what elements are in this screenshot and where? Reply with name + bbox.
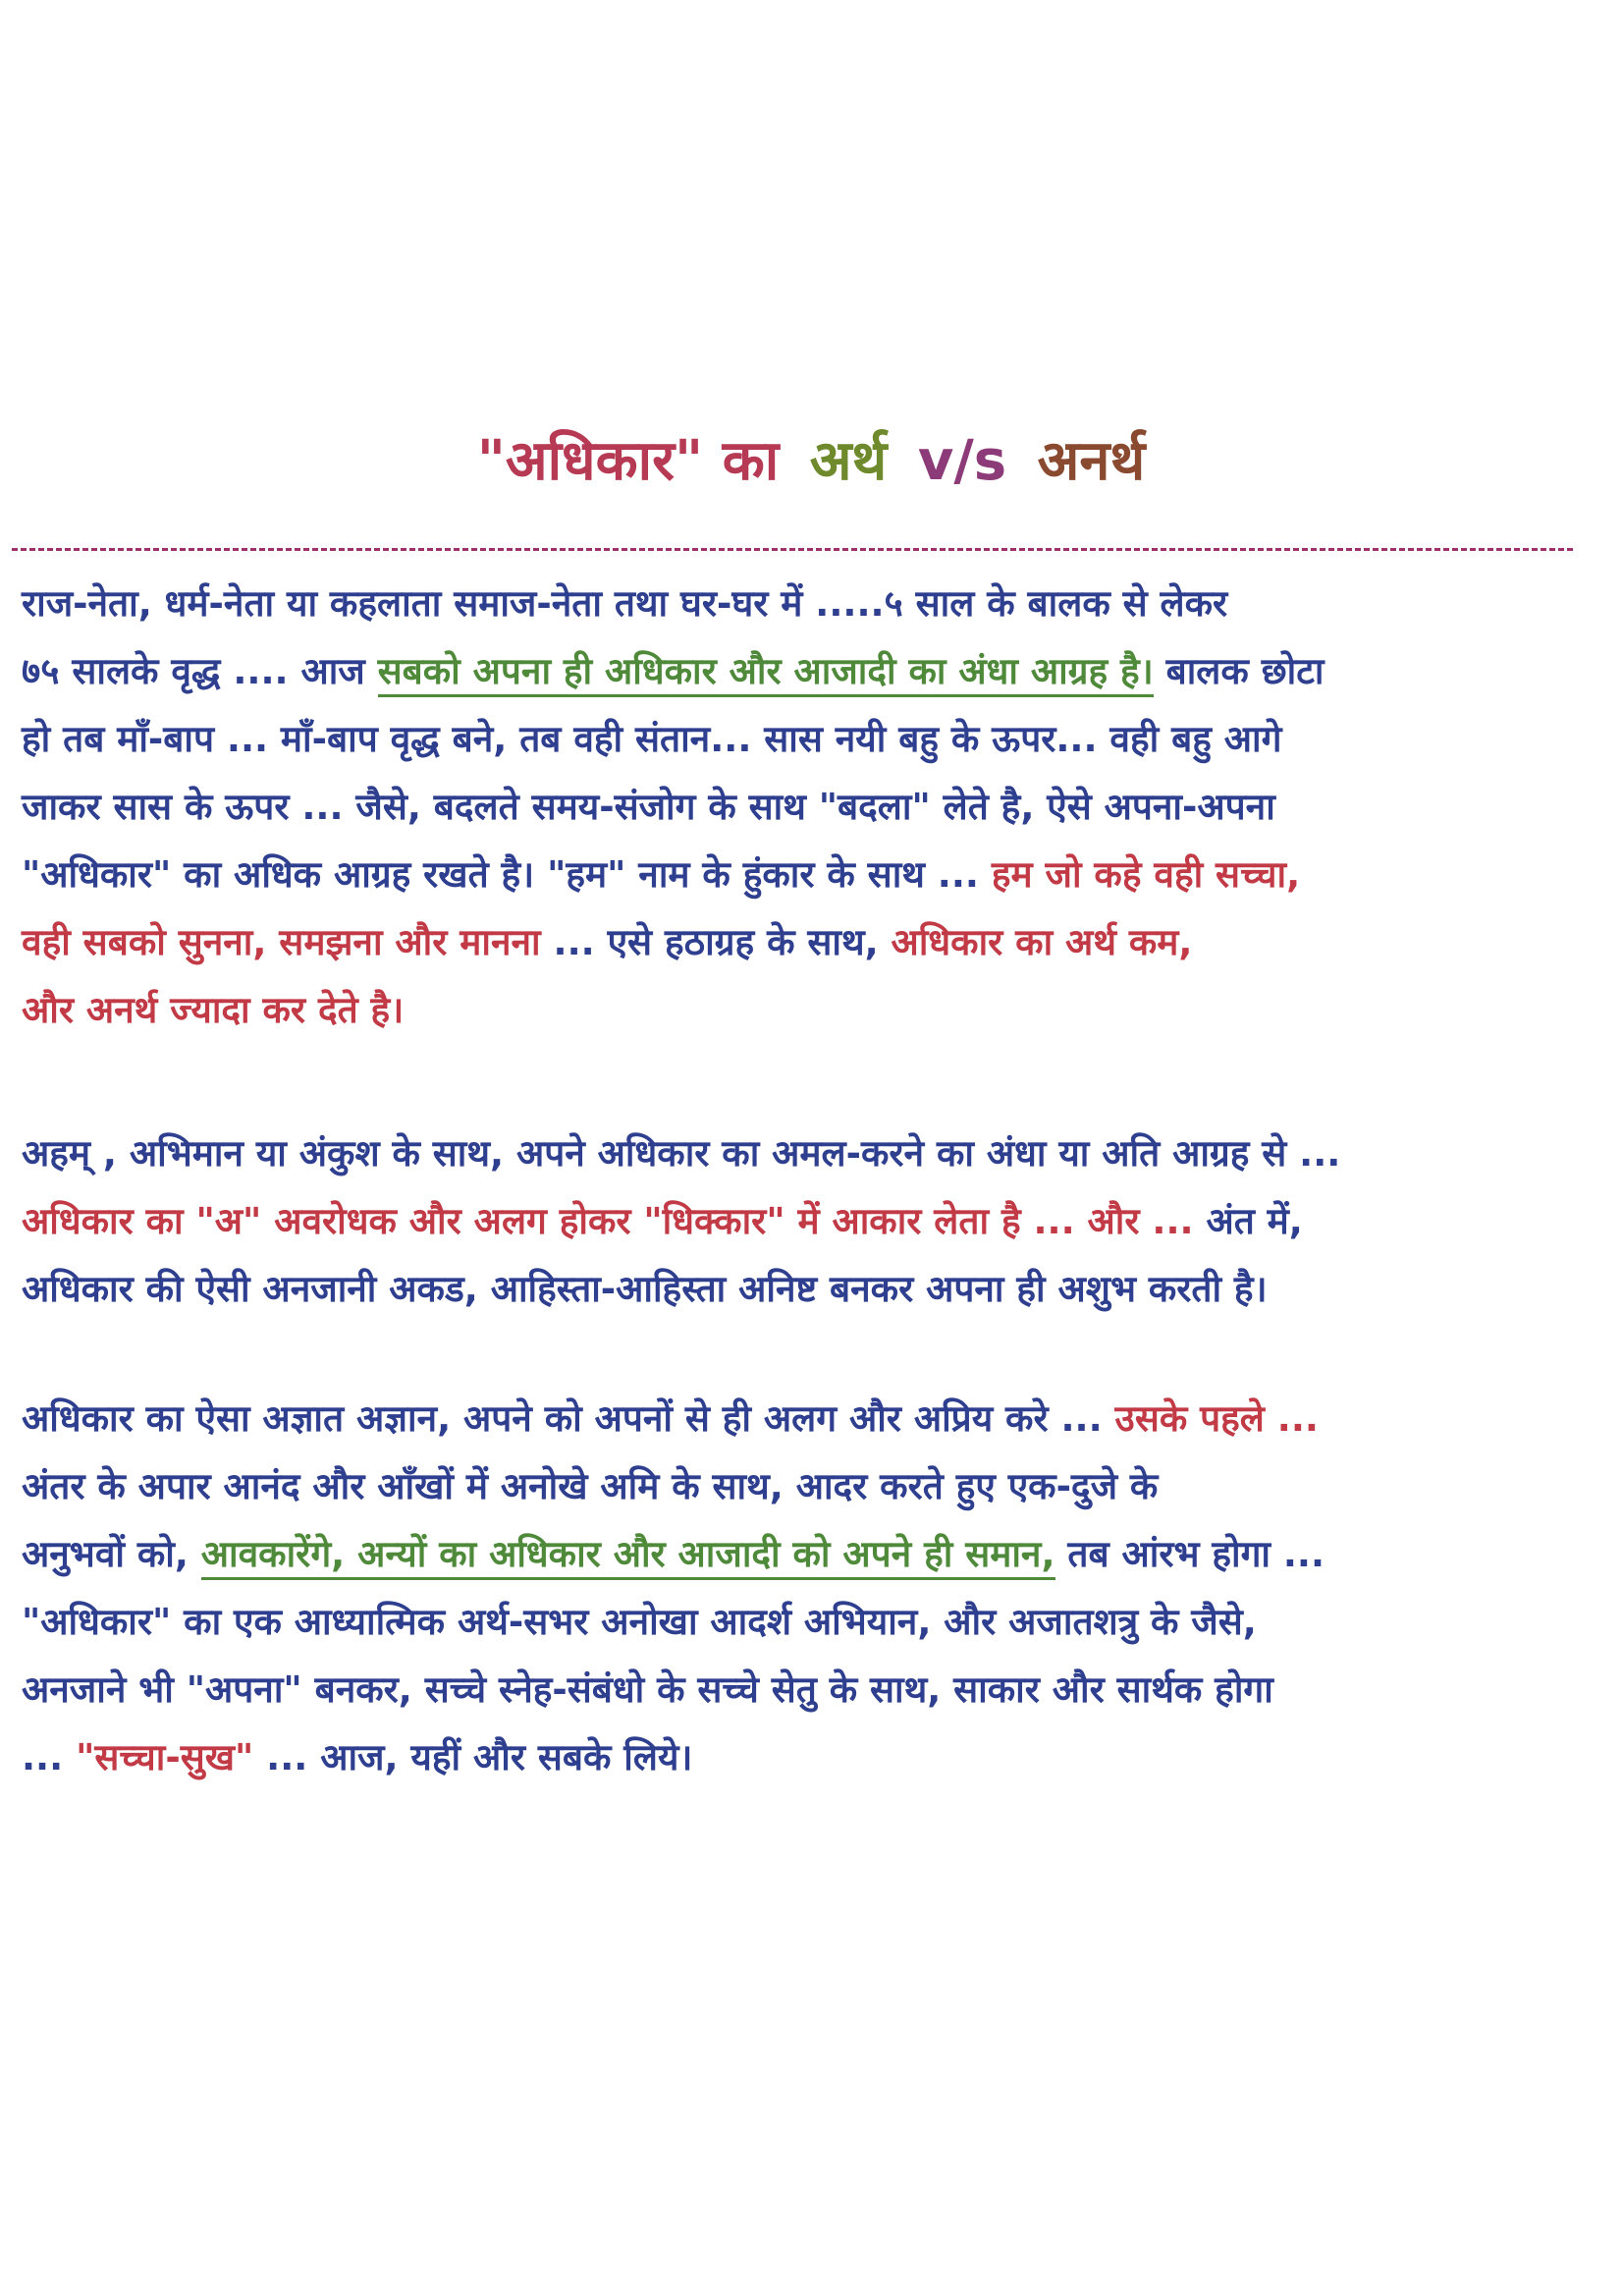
text-line	[22, 1255, 1602, 1323]
title-part-3: v/s	[917, 429, 1007, 493]
text-segment: अधिकार का "अ" अवरोधक और अलग होकर "धिक्कार" में आकार लेता है ... और ...	[22, 1200, 1194, 1242]
text-segment: हो तब माँ-बाप ... माँ-बाप वृद्ध बने, तब वही संतान... सास नयी बहु के ऊपर... वही बहु आगे	[22, 718, 1282, 760]
text-line	[22, 1520, 1602, 1588]
text-segment: "अधिकार" का अधिक आग्रह रखते है। "हम" नाम के हुंकार के साथ ...	[22, 853, 992, 896]
title-part-2: अर्थ	[809, 429, 888, 493]
text-segment: "अधिकार" का एक आध्यात्मिक अर्थ-सभर अनोखा आदर्श अभियान, और अजातशत्रु के जैसे,	[22, 1601, 1257, 1643]
text-segment: ... आज, यहीं और सबके लिये।	[253, 1736, 693, 1778]
text-segment: ७५ सालके वृद्ध .... आज	[22, 650, 378, 692]
text-segment: अहम् , अभिमान या अंकुश के साथ, अपने अधिकार का अमल-करने का अंधा या अति आग्रह से ...	[22, 1132, 1341, 1175]
text-line	[22, 1385, 1602, 1452]
text-segment: बालक छोटा	[1153, 650, 1325, 692]
text-segment: उसके पहले ...	[1114, 1397, 1319, 1440]
text-segment: तब आंरभ होगा ...	[1054, 1533, 1325, 1575]
text-segment: "सच्चा-सुख"	[76, 1736, 254, 1778]
text-segment: ... एसे हठाग्रह के साथ,	[540, 921, 892, 963]
text-line	[22, 637, 1602, 705]
text-segment: जाकर सास के ऊपर ... जैसे, बदलते समय-संजोग के साथ "बदला" लेते है, ऐसे अपना-अपना	[22, 786, 1275, 828]
text-line	[22, 1723, 1602, 1791]
text-segment: अंतर के अपार आनंद और आँखों में अनोखे अमि के साथ, आदर करते हुए एक-दुजे के	[22, 1465, 1159, 1507]
text-segment: अनुभवों को,	[22, 1533, 201, 1575]
text-line	[22, 705, 1602, 773]
text-line	[22, 1588, 1602, 1656]
title-part-1: "अधिकार" का	[476, 429, 780, 493]
text-segment: राज-नेता, धर्म-नेता या कहलाता समाज-नेता तथा घर-घर में .....५ साल के बालक से लेकर	[22, 582, 1228, 625]
text-line	[22, 1187, 1602, 1255]
text-segment: ...	[22, 1736, 77, 1778]
dashed-divider	[12, 548, 1573, 551]
text-segment: अधिकार की ऐसी अनजानी अकड, आहिस्ता-आहिस्ता अनिष्ट बनकर अपना ही अशुभ करती है।	[22, 1268, 1268, 1310]
title-part-4: अनर्थ	[1037, 429, 1146, 493]
text-segment: अधिकार का अर्थ कम,	[891, 921, 1193, 963]
text-line	[22, 908, 1602, 976]
text-line	[22, 976, 1602, 1044]
underlined-text: आवकारेंगे, अन्यों का अधिकार और आजादी को अपने ही समान,	[201, 1533, 1055, 1580]
text-line	[22, 1452, 1602, 1520]
text-line	[22, 570, 1602, 637]
paragraph-1	[22, 570, 1602, 1044]
text-segment: और अनर्थ ज्यादा कर देते है।	[22, 989, 405, 1031]
paragraph-2	[22, 1120, 1602, 1323]
paragraph-3	[22, 1385, 1602, 1791]
underlined-text: सबको अपना ही अधिकार और आजादी का अंधा आग्रह है।	[378, 650, 1154, 697]
page-title	[0, 422, 1622, 501]
text-segment: वही सबको सुनना, समझना और मानना	[22, 921, 541, 963]
text-line	[22, 1120, 1602, 1187]
text-segment: अंत में,	[1193, 1200, 1303, 1242]
text-line	[22, 841, 1602, 908]
text-line	[22, 1656, 1602, 1723]
text-segment: अधिकार का ऐसा अज्ञात अज्ञान, अपने को अपनों से ही अलग और अप्रिय करे ...	[22, 1397, 1115, 1440]
text-line	[22, 773, 1602, 841]
text-segment: हम जो कहे वही सच्चा,	[991, 853, 1301, 896]
text-segment: अनजाने भी "अपना" बनकर, सच्चे स्नेह-संबंधो के सच्चे सेतु के साथ, साकार और सार्थक होगा	[22, 1668, 1273, 1711]
